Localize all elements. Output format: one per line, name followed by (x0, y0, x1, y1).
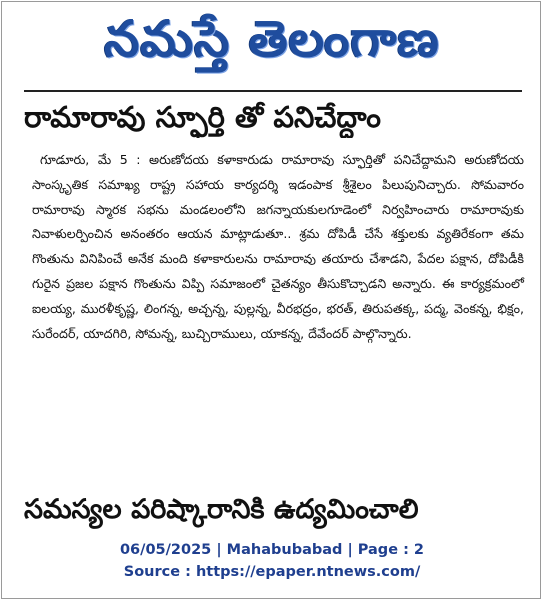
source-footer (2, 539, 542, 583)
epaper-clipping (1, 1, 541, 599)
masthead-divider (24, 90, 522, 92)
footer-date-edition: 06/05/2025 | Mahabubabad | Page : 2 (119, 542, 425, 558)
newspaper-masthead (20, 6, 524, 84)
article-text: అరుణోదయ కళాకారుడు రామారావు స్ఫూర్తితో పనిచేద్దామని అరుణోదయ సాంస్కృతిక సమాఖ్య రాష్ట్ర సహాయ కార్యదర్శి ఇడంపాక శ్రీశైలం పిలుపునిచ్చారు. సోమవారం రామారావు స్మారక సభను మండలంలోని జగన్నాయకులగూడెంలో నిర్వహించారు రామారావుకు నివాళులర్పించిన అనంతరం ఆయన మాట్లాడుతూ.. శ్రమ దోపిడీ చేసే శక్తులకు వ్యతిరేకంగా తమ గొంతును వినిపించే అనేక మంది కళాకారులను రామారావు తయారు చేశాడని, పేదల పక్షాన, దోపిడీకి గురైన ప్రజల పక్షాన గొంతును విప్పి సమాజంలో చైతన్యం తీసుకొచ్చాడని అన్నారు. ఈ కార్యక్రమంలో ఐలయ్య, మురళీకృష్ణ, లింగన్న, అచ్చన్న, పుల్లన్న, వీరభద్రం, భరత్, తిరుపతక్క, పద్మ, వెంకన్న, భిక్షం, సురేందర్, యాదగిరి, సోమన్న, బుచ్చిరాములు, యాకన్న, దేవేందర్ పాల్గొన్నారు. (32, 152, 524, 341)
article-body (32, 148, 524, 346)
footer-source-link[interactable]: Source : https://epaper.ntnews.com/ (123, 564, 421, 580)
masthead-title: నమస్తే తెలంగాణ (104, 9, 440, 68)
article-dateline: గూడూరు, మే 5 : (40, 152, 141, 167)
next-article-headline: సమస్యల పరిష్కారానికి ఉద్యమించాలి (24, 494, 419, 525)
article-headline: రామారావు స్ఫూర్తి తో పనిచేద్దాం (24, 100, 381, 134)
